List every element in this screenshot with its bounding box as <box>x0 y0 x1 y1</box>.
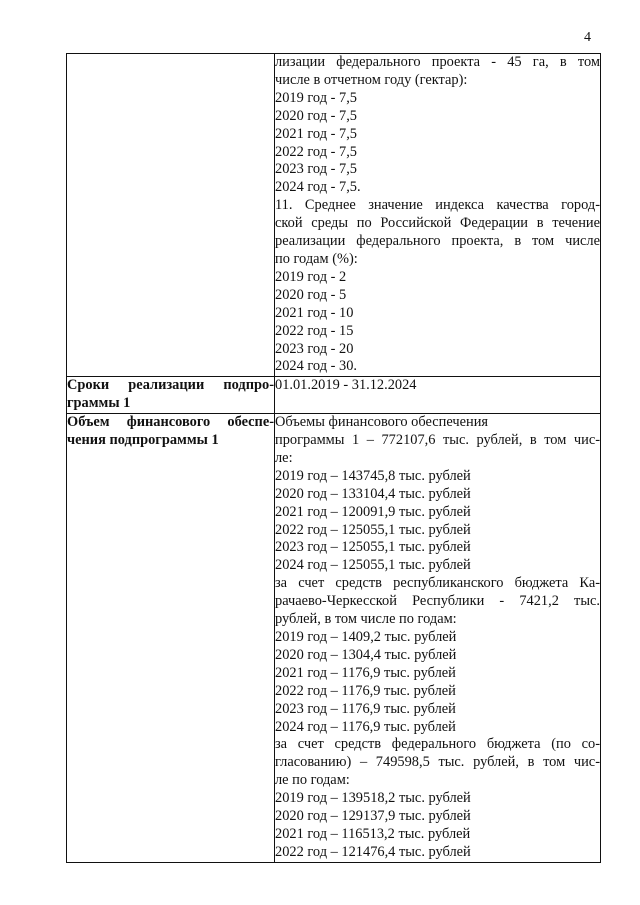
text-line: 2022 год – 125055,1 тыс. рублей <box>275 521 471 538</box>
table-row <box>67 377 601 414</box>
text-line: рублей, в том числе по годам: <box>275 611 457 628</box>
text-line: 2024 год - 30. <box>275 358 358 375</box>
text-line: 2020 год – 133104,4 тыс. рублей <box>275 485 471 502</box>
text-line: 2023 год - 7,5 <box>275 161 358 178</box>
text-line: по годам (%): <box>275 250 358 267</box>
text-line: 2020 год – 1304,4 тыс. рублей <box>275 646 457 663</box>
term-label-cell <box>67 377 275 414</box>
table-row <box>67 414 601 863</box>
funding-label-cell <box>67 414 275 863</box>
text-line: 2019 год - 7,5 <box>275 89 358 106</box>
text-line: 2019 год – 139518,2 тыс. рублей <box>275 790 471 807</box>
row1-label-cell <box>67 54 275 377</box>
text-line: 2022 год - 7,5 <box>275 143 358 160</box>
text-line: 2024 год – 1176,9 тыс. рублей <box>275 718 456 735</box>
text-line: ской среды по Российской Федерации в течение <box>275 215 600 232</box>
text-line: ле: <box>275 449 293 466</box>
text-line: лизации федерального проекта - 45 га, в том <box>275 54 600 70</box>
text-line: 2023 год - 20 <box>275 340 354 357</box>
table-row <box>67 54 601 377</box>
row1-indicators-cell <box>275 54 601 377</box>
text-line: Сроки реализации подпро- <box>67 377 274 394</box>
text-line: 2020 год - 7,5 <box>275 107 358 124</box>
text-line: за счет средств федерального бюджета (по со- <box>275 736 600 753</box>
text-line: 2021 год – 116513,2 тыс. рублей <box>275 825 471 842</box>
text-line: 2020 год - 5 <box>275 286 347 303</box>
text-line: 2021 год – 120091,9 тыс. рублей <box>275 503 471 520</box>
text-line: рачаево-Черкесской Республики - 7421,2 тыс. <box>275 593 600 610</box>
text-line: числе в отчетном году (гектар): <box>275 71 468 88</box>
text-line: 2019 год – 1409,2 тыс. рублей <box>275 629 457 645</box>
text-line: 11. Среднее значение индекса качества город- <box>275 197 600 214</box>
text-line: 2019 год - 2 <box>275 268 347 285</box>
text-line: 2023 год – 1176,9 тыс. рублей <box>275 700 456 717</box>
text-line: за счет средств республиканского бюджета Ка- <box>275 575 600 592</box>
page-number: 4 <box>584 30 591 45</box>
text-line: чения подпрограммы 1 <box>67 432 219 449</box>
text-line: программы 1 – 772107,6 тыс. рублей, в том чис- <box>275 432 600 449</box>
text-line: 2022 год – 121476,4 тыс. рублей <box>275 843 471 860</box>
text-line: 2022 год - 15 <box>275 322 354 339</box>
text-line: 2021 год - 10 <box>275 304 354 321</box>
text-line: ле по годам: <box>275 772 350 789</box>
text-line: 2021 год – 1176,9 тыс. рублей <box>275 664 456 681</box>
text-line: 2020 год – 129137,9 тыс. рублей <box>275 808 471 825</box>
text-line: 2021 год - 7,5 <box>275 125 358 142</box>
text-line: реализации федерального проекта, в том числе <box>275 233 600 250</box>
text-line: 2024 год - 7,5. <box>275 179 361 196</box>
passport-table <box>66 53 601 863</box>
text-line: 2019 год – 143745,8 тыс. рублей <box>275 467 471 484</box>
funding-value-cell <box>275 414 601 863</box>
text-line: 2024 год – 125055,1 тыс. рублей <box>275 557 471 574</box>
text-line: 2022 год – 1176,9 тыс. рублей <box>275 682 456 699</box>
text-line: 2023 год – 125055,1 тыс. рублей <box>275 539 471 556</box>
term-value-cell <box>275 377 601 414</box>
text-line: Объем финансового обеспе- <box>67 414 274 431</box>
text-line: гласованию) – 749598,5 тыс. рублей, в том чис- <box>275 754 600 771</box>
implementation-period: 01.01.2019 - 31.12.2024 <box>275 377 417 394</box>
text-line: Объемы финансового обеспечения <box>275 414 489 431</box>
text-line: граммы 1 <box>67 395 131 412</box>
